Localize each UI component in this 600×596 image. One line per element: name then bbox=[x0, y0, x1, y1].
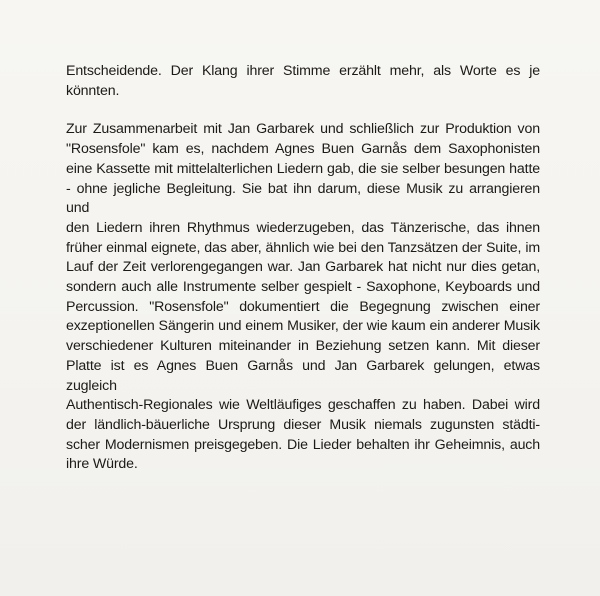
text-line: der ländlich-bäuerliche Ursprung dieser Musik niemals zugunsten städti- bbox=[66, 416, 540, 433]
text-line: eine Kassette mit mittelalterlichen Liedern gab, die sie selber besungen hatte bbox=[66, 160, 540, 177]
text-line: Zur Zusammenarbeit mit Jan Garbarek und schließlich zur Produktion von bbox=[66, 121, 540, 138]
text-line: Percussion. "Rosensfole" dokumentiert die Begegnung zwischen einer bbox=[66, 298, 540, 315]
text-line: scher Modernismen preisgegeben. Die Lieder behalten ihr Geheimnis, auch bbox=[66, 436, 540, 453]
paragraph-1 bbox=[66, 62, 540, 101]
text-line: "Rosensfole" kam es, nachdem Agnes Buen Garnås dem Saxophonisten bbox=[66, 141, 540, 158]
text-line: könnten. bbox=[66, 82, 120, 99]
text-line: Lauf der Zeit verlorengegangen war. Jan Garbarek hat nicht nur dies getan, bbox=[66, 259, 540, 276]
paragraph-2 bbox=[66, 120, 540, 475]
text-line: Authentisch-Regionales wie Weltläufiges geschaffen zu haben. Dabei wird bbox=[66, 397, 540, 414]
text-line: exzeptionellen Sängerin und einem Musiker, der wie kaum ein anderer Musik bbox=[66, 318, 540, 335]
text-line: verschiedener Kulturen miteinander in Beziehung setzen kann. Mit dieser bbox=[66, 338, 540, 355]
text-line: ihre Würde. bbox=[66, 456, 138, 473]
text-line: sondern auch alle Instrumente selber gespielt - Saxophone, Keyboards und bbox=[66, 279, 540, 296]
text-line: den Liedern ihren Rhythmus wiederzugeben, das Tänzerische, das ihnen bbox=[66, 219, 540, 236]
body-text bbox=[66, 62, 540, 475]
text-line: - ohne jegliche Begleitung. Sie bat ihn darum, diese Musik zu arrangieren und bbox=[66, 180, 540, 217]
text-line: früher einmal eignete, das aber, ähnlich wie bei den Tanzsätzen der Suite, im bbox=[66, 239, 540, 256]
text-line: Entscheidende. Der Klang ihrer Stimme erzählt mehr, als Worte es je bbox=[66, 63, 540, 79]
text-line: Platte ist es Agnes Buen Garnås und Jan Garbarek gelungen, etwas zugleich bbox=[66, 357, 540, 394]
